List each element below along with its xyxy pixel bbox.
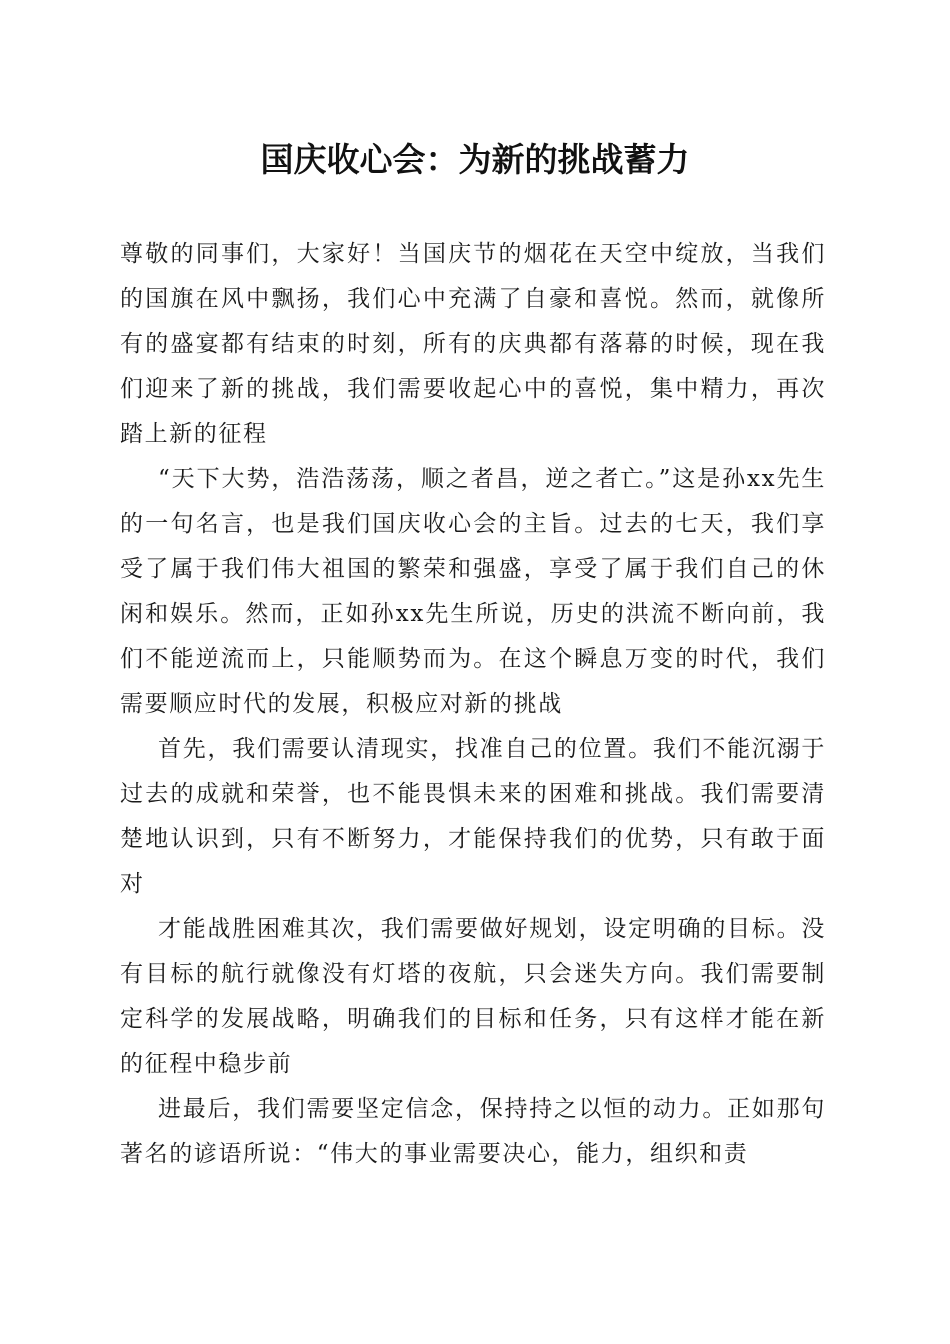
document-body: [120, 232, 826, 1177]
paragraph-greeting: 尊敬的同事们，大家好！当国庆节的烟花在天空中绽放，当我们的国旗在风中飘扬，我们心中充满了自豪和喜悦。然而，就像所有的盛宴都有结束的时刻，所有的庆典都有落幕的时候，现在我们迎来了新的挑战，我们需要收起心中的喜悦，集中精力，再次踏上新的征程: [120, 241, 826, 447]
document-title: 国庆收心会：为新的挑战蓄力: [260, 140, 690, 179]
paragraph-last: 进最后，我们需要坚定信念，保持持之以恒的动力。正如那句著名的谚语所说：“伟大的事业需要决心，能力，组织和责: [120, 1096, 826, 1167]
paragraph-second: 才能战胜困难其次，我们需要做好规划，设定明确的目标。没有目标的航行就像没有灯塔的夜航，只会迷失方向。我们需要制定科学的发展战略，明确我们的目标和任务，只有这样才能在新的征程中稳步前: [120, 916, 826, 1077]
paragraph-first: 首先，我们需要认清现实，找准自己的位置。我们不能沉溺于过去的成就和荣誉，也不能畏惧未来的困难和挑战。我们需要清楚地认识到，只有不断努力，才能保持我们的优势，只有敢于面对: [120, 736, 826, 897]
paragraph-quote: “天下大势，浩浩荡荡，顺之者昌，逆之者亡。”这是孙xx先生的一句名言，也是我们国庆收心会的主旨。过去的七天，我们享受了属于我们伟大祖国的繁荣和强盛，享受了属于我们自己的休闲和娱乐。然而，正如孙xx先生所说，历史的洪流不断向前，我们不能逆流而上，只能顺势而为。在这个瞬息万变的时代，我们需要顺应时代的发展，积极应对新的挑战: [120, 466, 826, 717]
